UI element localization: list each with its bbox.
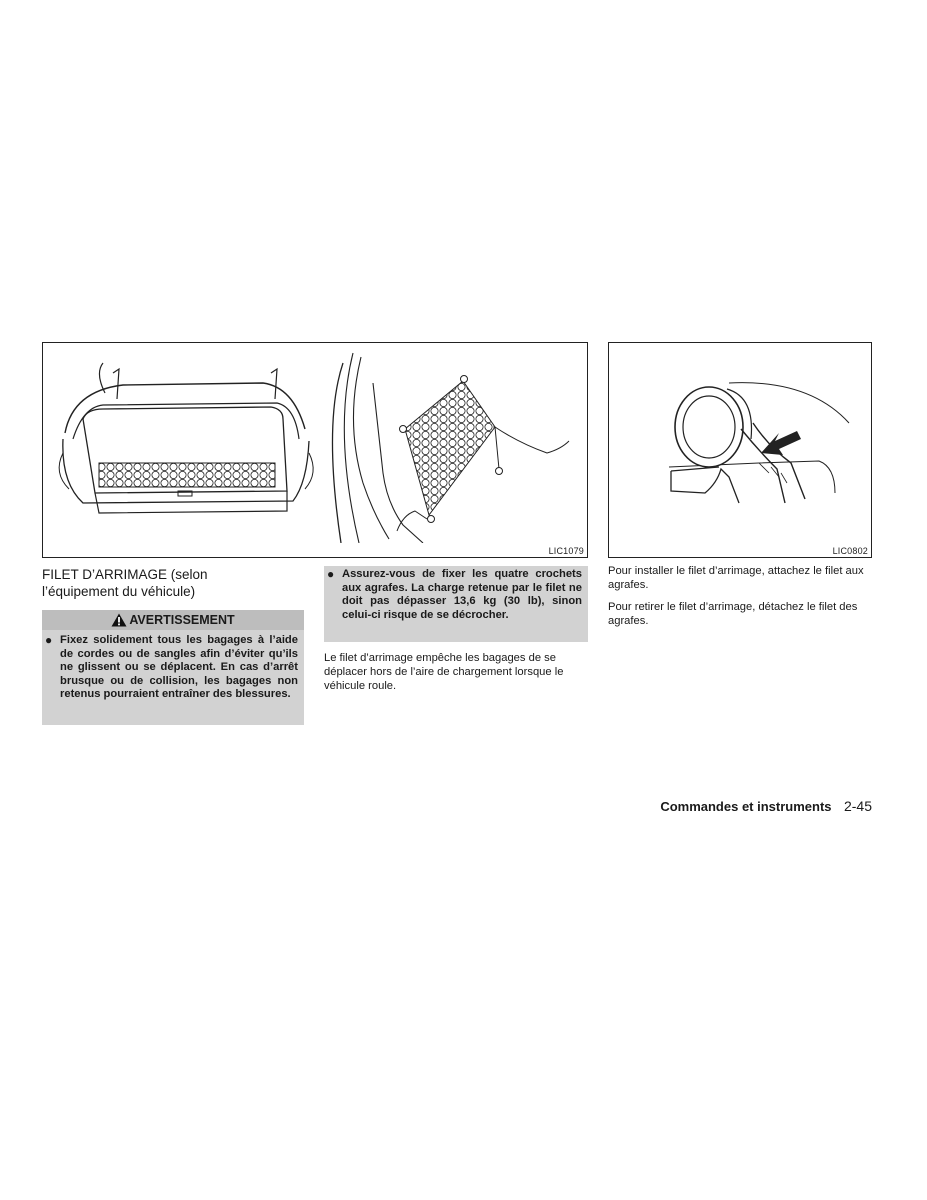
warning-bullet-1-text: Fixez solidement tous les bagages à l’aide de cordes ou de sangles afin d’éviter qu’ils ne glissent ou se déplacent. En cas d’arrêt brusque ou de collision, les bagages non retenus pourraient entraîner des blessures.	[60, 634, 298, 701]
figure-net-clip	[608, 342, 872, 558]
clip-illustration	[609, 343, 871, 543]
footer-page-number: 2-45	[843, 798, 872, 814]
warning-heading: AVERTISSEMENT	[129, 613, 235, 627]
figure-code-right: LIC0802	[832, 546, 868, 556]
figure-code-left: LIC1079	[548, 546, 584, 556]
paragraph-remove: Pour retirer le filet d’arrimage, détachez le filet des agrafes.	[608, 601, 858, 627]
figure-cargo-net	[42, 342, 588, 558]
warning-header	[42, 610, 304, 630]
bullet-dot-icon: ●	[45, 633, 53, 647]
trunk-illustration	[43, 343, 587, 543]
section-title-caps: FILET D’ARRIMAGE	[42, 567, 168, 582]
paragraph-net-purpose: Le filet d’arrimage empêche les bagages de se déplacer hors de l’aire de chargement lorsque le véhicule roule.	[324, 652, 564, 692]
warning-bullet-2-text: Assurez-vous de fixer les quatre crochets aux agrafes. La charge retenue par le filet ne doit pas dépasser 13,6 kg (30 lb), sinon celui-ci risque de se décrocher.	[342, 568, 582, 621]
bullet-dot-icon: ●	[327, 567, 335, 581]
warning-triangle-icon	[111, 613, 127, 627]
section-title-line2: l’équipement du véhicule)	[42, 584, 196, 599]
warning-bullet-2	[324, 568, 582, 622]
footer-section-name: Commandes et instruments	[660, 799, 832, 814]
section-title-rest: (selon	[167, 567, 208, 582]
warning-box-continued	[324, 566, 588, 642]
page-footer	[560, 798, 872, 816]
section-title	[42, 566, 302, 600]
warning-bullet-1	[42, 634, 298, 702]
warning-box	[42, 610, 304, 725]
paragraph-install: Pour installer le filet d’arrimage, attachez le filet aux agrafes.	[608, 565, 864, 591]
